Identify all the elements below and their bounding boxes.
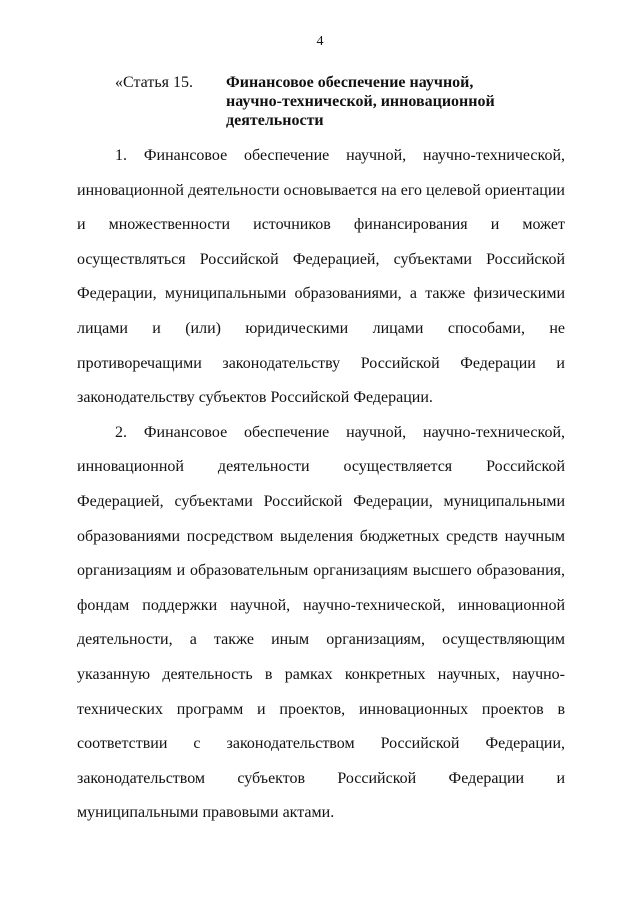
- article-title: Финансовое обеспечение научной, научно-технической, инновационной деятельности: [226, 74, 495, 129]
- paragraph-2: 2. Финансовое обеспечение научной, научно-технической, инновационной деятельности осуществляется Российской Федерацией, субъектами Российской Федерации, муниципальными образованиями посредством выделения бюджетных средств научным организациям и образовательным организациям высшего образования, фондам поддержки научной, научно-технической, инновационной деятельности, а также иным организациям, осуществляющим указанную деятельность в рамках конкретных научных, научно-технических программ и проектов, инновационных проектов в соответствии с законодательством Российской Федерации, законодательством субъектов Российской Федерации и муниципальными правовыми актами.: [77, 423, 565, 822]
- article-label: «Статья 15.: [115, 74, 193, 91]
- article-body: [77, 139, 565, 831]
- page-number: 4: [316, 34, 324, 49]
- paragraph-1: 1. Финансовое обеспечение научной, научно-технической, инновационной деятельности основывается на его целевой ориентации и множественности источников финансирования и может осуществляться Российской Федерацией, субъектами Российской Федерации, муниципальными образованиями, а также физическими лицами и (или) юридическими лицами способами, не противоречащими законодательству Российской Федерации и законодательству субъектов Российской Федерации.: [77, 147, 565, 407]
